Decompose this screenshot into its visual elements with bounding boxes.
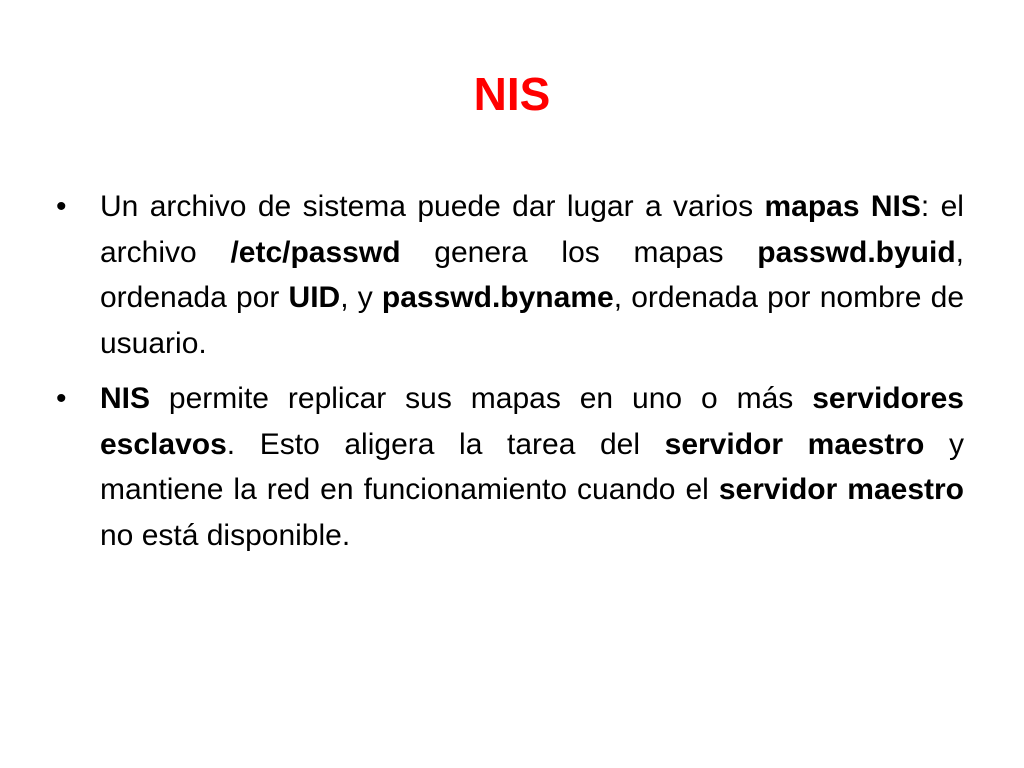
text-run-bold: /etc/passwd	[230, 235, 401, 269]
bullet-item	[52, 184, 964, 366]
text-run: y mantiene la red en funcionamiento cuando el	[100, 427, 964, 506]
text-run-bold: servidores esclavos	[100, 382, 964, 461]
bullet-dot-icon: •	[56, 382, 67, 415]
text-run-bold: UID	[288, 281, 341, 314]
text-run: no está disponible.	[100, 518, 351, 552]
text-run: Un archivo de sistema puede dar lugar a varios	[100, 190, 765, 223]
text-run: : el archivo	[100, 190, 964, 269]
bullet-item	[52, 376, 964, 558]
text-run-bold: servidor maestro	[664, 427, 925, 461]
slide-title: NIS	[473, 68, 551, 120]
text-run-bold: servidor maestro	[718, 473, 965, 506]
text-run-bold: NIS	[100, 382, 151, 415]
text-run: , y	[340, 281, 382, 314]
bullet-list	[52, 184, 964, 568]
text-run: . Esto aligera la tarea del	[226, 427, 665, 461]
text-run-bold: passwd.byname	[381, 281, 614, 314]
text-run-bold: passwd.byuid	[757, 235, 956, 269]
text-run: permite replicar sus mapas en uno o más	[150, 382, 813, 415]
text-run: genera los mapas	[400, 235, 758, 269]
text-run: , ordenada por nombre de usuario.	[100, 281, 965, 360]
text-run-bold: mapas NIS	[764, 190, 921, 223]
text-run: , ordenada por	[100, 235, 964, 314]
bullet-dot-icon: •	[56, 190, 67, 223]
